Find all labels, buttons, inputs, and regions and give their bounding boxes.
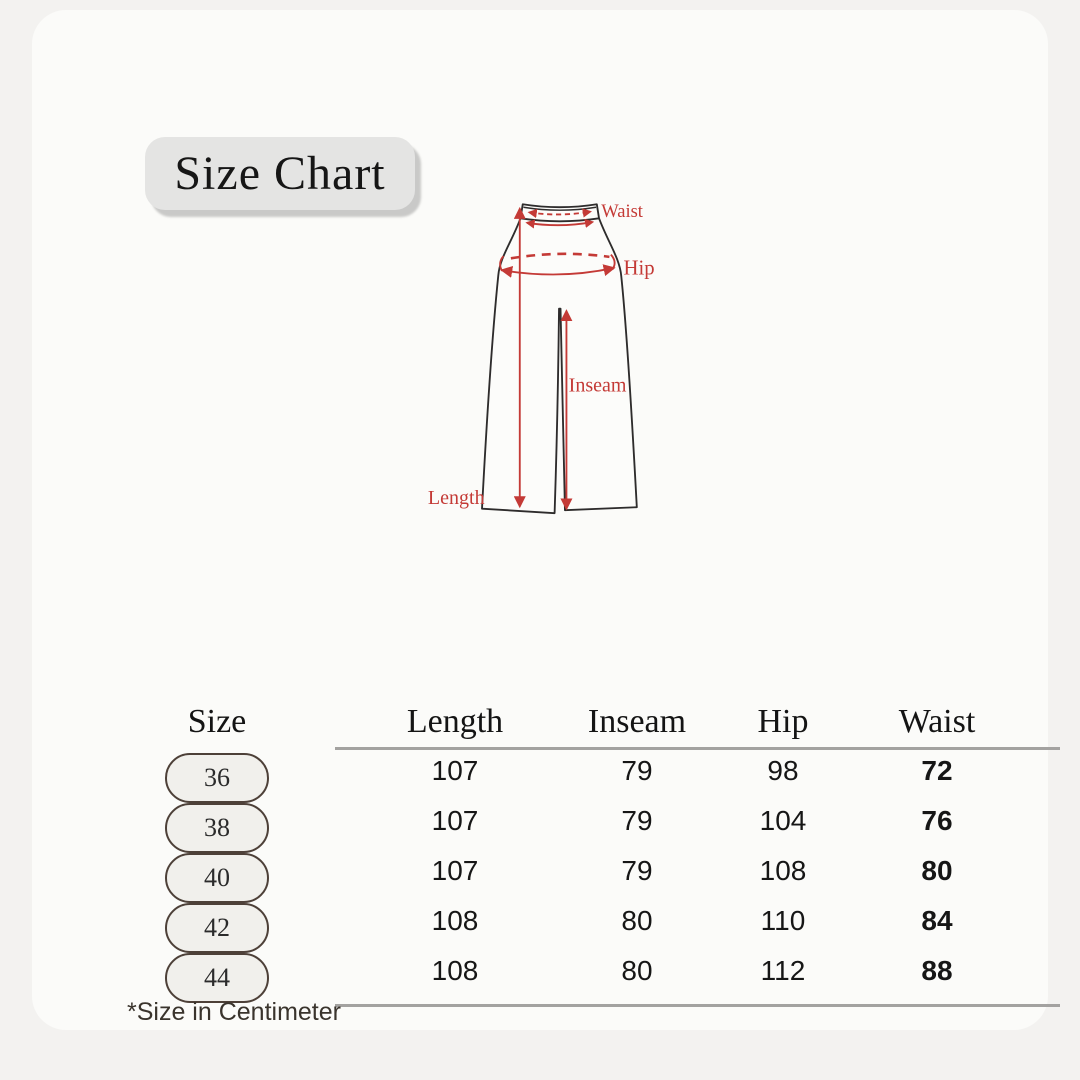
size-badge: [165, 753, 269, 803]
table-row: [92, 746, 1060, 796]
size-badge: [165, 953, 269, 1003]
size-value: 36: [204, 763, 230, 792]
cell-inseam: 80: [621, 955, 653, 986]
cell-inseam: 79: [621, 755, 653, 786]
cell-inseam: 80: [621, 905, 653, 936]
size-badge: [165, 903, 269, 953]
page-title: Size Chart: [174, 147, 386, 200]
size-table: [92, 698, 1060, 996]
cell-hip: 112: [760, 955, 806, 986]
column-header-size: Size: [187, 703, 247, 740]
cell-hip: 98: [767, 755, 799, 786]
size-value: 38: [204, 813, 230, 842]
table-row: [92, 846, 1060, 896]
size-value: 42: [204, 913, 230, 942]
size-badge: [165, 803, 269, 853]
table-bottom-divider: [335, 1004, 1060, 1007]
cell-length: 108: [431, 905, 479, 936]
table-row: [92, 946, 1060, 996]
pants-outline: [482, 204, 637, 513]
hip-label: Hip: [623, 257, 655, 280]
cell-waist: 80: [921, 855, 953, 886]
pants-measurement-diagram: [362, 185, 722, 685]
cell-waist: 84: [921, 905, 953, 936]
cell-waist: 76: [921, 805, 953, 836]
size-value: 44: [204, 963, 230, 992]
table-top-divider: [335, 747, 1060, 750]
cell-length: 107: [431, 755, 479, 786]
cell-hip: 104: [759, 805, 807, 836]
cell-inseam: 79: [621, 805, 653, 836]
footnote: *Size in Centimeter: [127, 998, 341, 1026]
size-chart-card: [32, 10, 1048, 1030]
size-badge: [165, 853, 269, 903]
cell-waist: 88: [921, 955, 953, 986]
waist-label: Waist: [601, 201, 643, 222]
cell-inseam: 79: [621, 855, 653, 886]
column-header-length: Length: [406, 703, 504, 740]
length-label: Length: [427, 487, 485, 510]
cell-length: 107: [431, 805, 479, 836]
inseam-label: Inseam: [568, 374, 627, 397]
cell-waist: 72: [921, 755, 953, 786]
table-row: [92, 796, 1060, 846]
column-header-waist: Waist: [898, 703, 976, 740]
cell-hip: 108: [759, 855, 807, 886]
column-header-inseam: Inseam: [587, 703, 687, 740]
cell-hip: 110: [760, 905, 806, 936]
cell-length: 108: [431, 955, 479, 986]
column-header-hip: Hip: [757, 703, 809, 740]
table-header-row: [92, 698, 1060, 746]
size-value: 40: [204, 863, 230, 892]
cell-length: 107: [431, 855, 479, 886]
table-row: [92, 896, 1060, 946]
